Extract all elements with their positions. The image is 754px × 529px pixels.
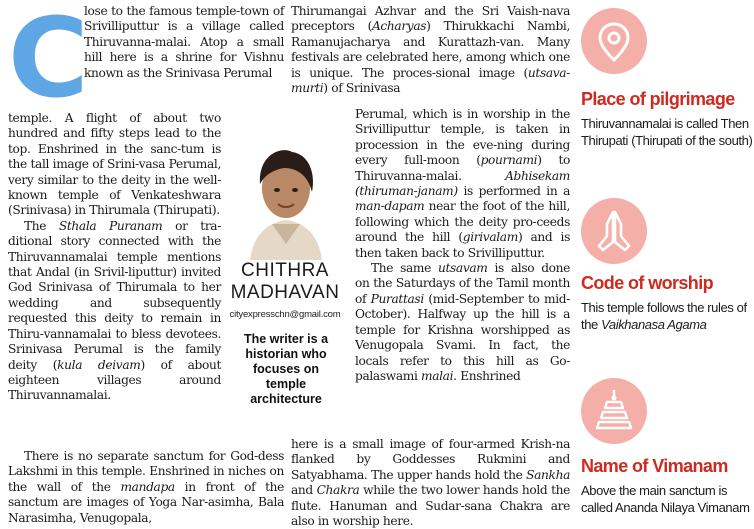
author-email: cityexpresschn@gmail.com: [229, 309, 341, 320]
section-description: Above the main sanctum is called Ananda Nilaya Vimanam: [581, 483, 750, 515]
section-title: Code of worship: [581, 273, 713, 293]
section-title: Place of pilgrimage: [581, 89, 735, 109]
section-title: Name of Vimanam: [581, 456, 728, 476]
drop-cap: C: [8, 0, 89, 122]
article-col2-middle: [355, 107, 570, 384]
author-blurb: The writer is a historian who focuses on temple architecture: [243, 332, 329, 406]
article-col2-top: [291, 4, 570, 96]
paragraph: The same utsavam is also done on the Saturdays of the Tamil month of Purattasi (mid-September to mid-October). Halfway up the hill is a temple for Krishna worshipped as Venugopala Svami. In fact, the locals refer to this hill as Go-palaswami malai. Enshrined: [355, 261, 570, 383]
author-photo: [232, 132, 340, 260]
author-box: [224, 108, 346, 404]
paragraph: The Sthala Puranam or tra-ditional story connected with the Thiruvannamalai temple mentions that Andal (in Srivil-liputtur) invited God Srinivasa of Thirumala to her wedding and subsequently requested this deity to remain in Thiru-vannamalai to bless devotees. Srinivasa Perumal is the family deity (kula deivam) of about eighteen villages around Thiruvannamalai.: [8, 218, 221, 403]
author-name: CHITHRA MADHAVAN: [230, 260, 340, 303]
praying-hands-icon: [581, 198, 647, 264]
paragraph: lose to the famous temple-town of Srivilliputtur is a village called Thiruvanna-malai. Atop a small hill here is a shrine for Vishnu known as the Srinivasa Perumal: [84, 4, 284, 80]
map-pin-icon: [581, 8, 647, 74]
info-sidebar: [578, 0, 754, 525]
article-col1-top: [84, 4, 284, 81]
article-col1-bottom: [8, 449, 284, 526]
paragraph: here is a small image of four-armed Krish-na flanked by Goddesses Rukmini and Satyabhama. The upper hands hold the Sankha and Chakra while the two lower hands hold the flute. Hanuman and Sudar-sana Chakra are also in worship here.: [291, 437, 570, 529]
paragraph: temple. A flight of about two hundred and fifty steps lead to the top. Enshrined in the sanc-tum is the tall image of Srini-vasa Perumal, very similar to the deity in the well-known temple of Venkateshwara (Srinivasa) in Thirumala (Thirupati).: [8, 111, 221, 218]
article-col1-middle: [8, 111, 221, 404]
temple-tower-icon: [581, 378, 647, 444]
paragraph: Thirumangai Azhvar and the Sri Vaish-nava preceptors (Acharyas) Thirukkachi Nambi, Ramanujacharya and Kurattazh-van. Many festivals are celebrated here, among which one is unique. The proces-sional image (utsava-murti) of Srinivasa: [291, 4, 570, 96]
section-description: This temple follows the rules of the Vaikhanasa Agama: [581, 300, 747, 332]
section-description: Thiruvannamalai is called Then Thirupati (Thirupati of the south): [581, 116, 753, 148]
paragraph: Perumal, which is in worship in the Srivilliputtur temple, is taken in procession in the eve-ning during every full-moon (pournami) to Thiruvanna-malai. Abhisekam (thiruman-janam) is performed in a man-dapam near the foot of the hill, following which the deity pro-ceeds around the hill (girivalam) and is then taken back to Srivilliputtur.: [355, 107, 571, 260]
paragraph: There is no separate sanctum for God-dess Lakshmi in this temple. Enshrined in niches on the wall of the mandapa in front of the sanctum are images of Yoga Nar-asimha, Bala Narasimha, Venugopala,: [8, 449, 284, 525]
article-col2-bottom: [291, 437, 570, 529]
